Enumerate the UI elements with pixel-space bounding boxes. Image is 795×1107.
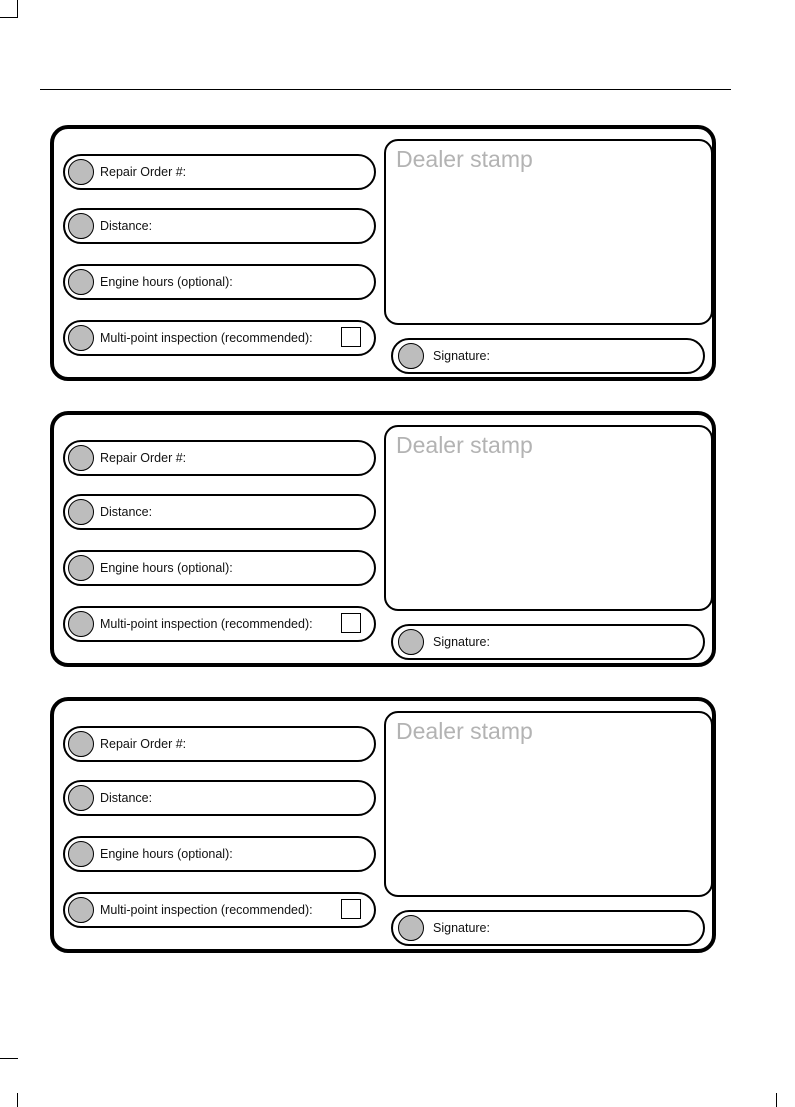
bullet-icon [398, 915, 424, 941]
repair-order-label: Repair Order #: [100, 737, 187, 751]
engine-hours-field[interactable] [63, 550, 376, 586]
engine-hours-label: Engine hours (optional): [100, 561, 233, 575]
dealer-stamp-box [384, 139, 713, 325]
distance-field[interactable] [63, 208, 376, 244]
distance-label: Distance: [100, 791, 153, 805]
multi-point-inspection-label: Multi-point inspection (recommended): [100, 903, 313, 917]
crop-mark [17, 1093, 18, 1107]
signature-field[interactable] [391, 338, 705, 374]
signature-label: Signature: [433, 349, 490, 363]
signature-field[interactable] [391, 910, 705, 946]
bullet-icon [398, 629, 424, 655]
crop-mark [776, 1093, 777, 1107]
distance-label: Distance: [100, 505, 153, 519]
bullet-icon [68, 731, 94, 757]
dealer-stamp-box [384, 711, 713, 897]
engine-hours-field[interactable] [63, 836, 376, 872]
multi-point-inspection-checkbox[interactable] [341, 327, 361, 347]
multi-point-inspection-checkbox[interactable] [341, 613, 361, 633]
repair-order-field[interactable] [63, 726, 376, 762]
bullet-icon [398, 343, 424, 369]
dealer-stamp-box [384, 425, 713, 611]
distance-label: Distance: [100, 219, 153, 233]
bullet-icon [68, 325, 94, 351]
engine-hours-label: Engine hours (optional): [100, 847, 233, 861]
multi-point-inspection-field [63, 606, 376, 642]
bullet-icon [68, 213, 94, 239]
bullet-icon [68, 841, 94, 867]
dealer-stamp-label: Dealer stamp [396, 718, 533, 744]
service-record-card [50, 697, 716, 953]
bullet-icon [68, 897, 94, 923]
multi-point-inspection-label: Multi-point inspection (recommended): [100, 331, 313, 345]
header-rule [40, 89, 731, 90]
multi-point-inspection-checkbox[interactable] [341, 899, 361, 919]
repair-order-field[interactable] [63, 154, 376, 190]
crop-mark [0, 17, 18, 18]
bullet-icon [68, 785, 94, 811]
bullet-icon [68, 269, 94, 295]
bullet-icon [68, 499, 94, 525]
multi-point-inspection-field [63, 320, 376, 356]
distance-field[interactable] [63, 780, 376, 816]
bullet-icon [68, 555, 94, 581]
repair-order-field[interactable] [63, 440, 376, 476]
dealer-stamp-label: Dealer stamp [396, 432, 533, 458]
signature-field[interactable] [391, 624, 705, 660]
engine-hours-field[interactable] [63, 264, 376, 300]
repair-order-label: Repair Order #: [100, 165, 187, 179]
signature-label: Signature: [433, 921, 490, 935]
multi-point-inspection-field [63, 892, 376, 928]
bullet-icon [68, 611, 94, 637]
multi-point-inspection-label: Multi-point inspection (recommended): [100, 617, 313, 631]
bullet-icon [68, 159, 94, 185]
service-record-card [50, 411, 716, 667]
repair-order-label: Repair Order #: [100, 451, 187, 465]
service-record-card [50, 125, 716, 381]
engine-hours-label: Engine hours (optional): [100, 275, 233, 289]
crop-mark [0, 1058, 18, 1059]
dealer-stamp-label: Dealer stamp [396, 146, 533, 172]
crop-mark [17, 0, 18, 18]
bullet-icon [68, 445, 94, 471]
signature-label: Signature: [433, 635, 490, 649]
distance-field[interactable] [63, 494, 376, 530]
